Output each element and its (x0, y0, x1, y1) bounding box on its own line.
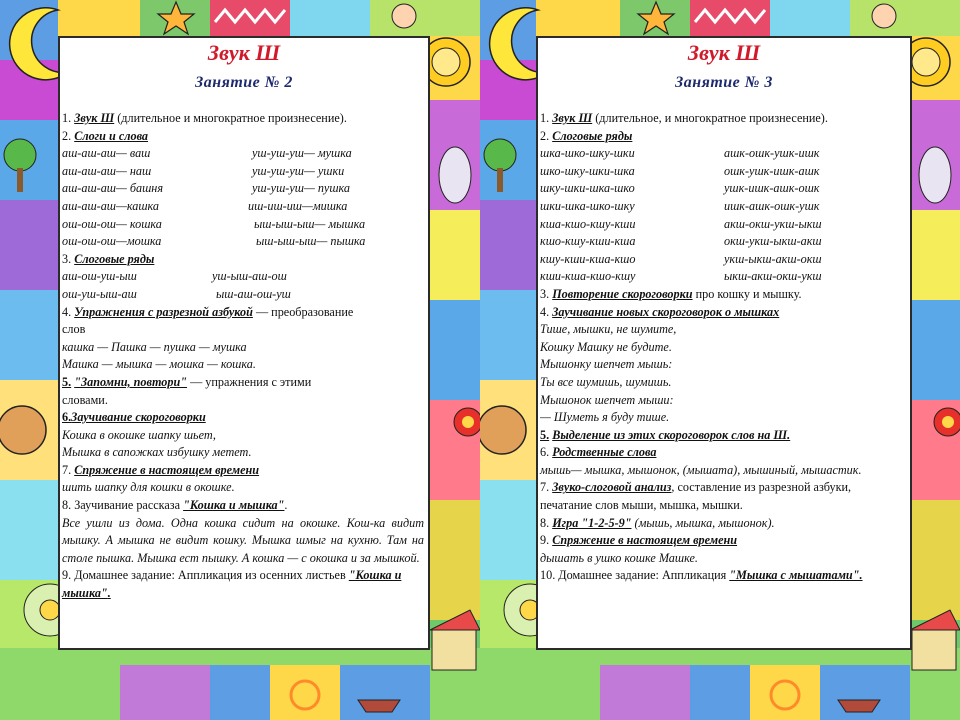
syllable-cell: ушк-ишк-ашк-ошк (724, 181, 820, 196)
syllable-cell: укш-ыкш-акш-окш (724, 251, 822, 266)
item-heading: Повторение скороговорки (552, 286, 693, 301)
item-5 (62, 374, 424, 392)
item-text: . (859, 568, 863, 583)
item-number: 7. (62, 462, 72, 477)
item-heading: Игра "1-2-5-9" (552, 515, 632, 530)
item-7-text: шить шапку для кошки в окошке. (62, 480, 235, 495)
word-row (62, 180, 424, 198)
item-heading: Родственные слова (552, 445, 657, 460)
item-heading: Упражнения с разрезной азбукой (74, 304, 253, 319)
verse-line: Ты все шумишь, шумишь. (540, 374, 672, 389)
item-text: (длительное, и многократное произнесение). (592, 111, 828, 125)
verse-line: — Шуметь я буду тише. (540, 410, 670, 425)
syllable-cell: ыш-аш-ош-уш (216, 286, 291, 301)
word-cell: иш-иш-иш—мишка (248, 198, 348, 213)
item-heading: "Кошка и мышка" (183, 498, 285, 513)
syllable-row (540, 198, 902, 216)
item-text: Домашнее задание: Аппликация (555, 568, 730, 583)
syllable-cell: уш-ыш-аш-ош (212, 269, 287, 284)
item-9 (540, 532, 902, 550)
word-cell: уш-уш-уш— пушка (252, 181, 351, 196)
item-text: (мышь, мышка, мышонок). (631, 515, 775, 530)
lesson-body (62, 110, 424, 603)
item-number: 4. (540, 304, 550, 319)
syllable-cell: ишк-ашк-ошк-ушк (724, 198, 820, 213)
item-2 (62, 128, 424, 146)
item-3 (62, 251, 424, 269)
item-number: 2. (540, 128, 550, 143)
item-text: Домашнее задание: Аппликация из осенних листьев (71, 568, 346, 583)
item-heading: Звук Ш (74, 111, 115, 125)
item-1 (62, 110, 424, 128)
verse-line: Тише, мышки, не шумите, (540, 322, 677, 337)
story-text: Все ушли из дома. Одна кошка сидит на окошке. Кош-ка видит мышку. А мышка не видит кошку. Мышка шмыг на кухню. Там на столе пышка. Мышка ест пышку. А кошка — с окошка и за мышкой. (62, 515, 424, 565)
item-9 (62, 567, 424, 602)
item-3 (540, 286, 902, 304)
item-5-continued: словами. (62, 392, 108, 407)
syllable-row (62, 268, 424, 286)
item-6 (540, 444, 902, 462)
syllable-cell: шки-шка-шко-шку (540, 198, 635, 213)
item-number: 3. (62, 251, 72, 266)
item-7 (540, 479, 902, 514)
syllable-row (540, 233, 902, 251)
syllable-row (540, 251, 902, 269)
page-title: Звук Ш (687, 40, 761, 65)
page-lesson-3 (480, 0, 960, 720)
item-number: 9. (62, 568, 72, 583)
word-cell: аш-аш-аш—кашка (62, 198, 160, 213)
word-cell: уш-уш-уш— ушки (252, 163, 345, 178)
item-heading: "Запомни, повтори" (74, 374, 188, 389)
page-title: Звук Ш (207, 40, 281, 65)
syllable-row (540, 163, 902, 181)
syllable-cell: ош-уш-ыш-аш (62, 286, 137, 301)
item-number: 9. (540, 533, 550, 548)
item-heading: "Мышка с мышатами" (729, 568, 860, 583)
item-8 (540, 515, 902, 533)
item-8 (62, 497, 424, 515)
item-heading: Заучивание скороговорки (71, 410, 206, 425)
syllable-row (540, 145, 902, 163)
item-4 (540, 304, 902, 322)
item-1 (540, 110, 902, 128)
word-cell: аш-аш-аш— башня (62, 181, 164, 196)
lesson-body (540, 110, 902, 585)
syllable-cell: шко-шку-шки-шка (540, 163, 635, 178)
word-chain: Машка — мышка — мошка — кошка. (62, 357, 256, 372)
item-heading: Слоговые ряды (74, 251, 155, 266)
item-number: 2. (62, 128, 72, 143)
item-number: 4. (62, 304, 72, 319)
item-6 (62, 409, 424, 427)
verse-line: Мышонок шепчет мыши: (540, 392, 674, 407)
item-text: . (284, 498, 288, 513)
word-row (62, 163, 424, 181)
word-cell: уш-уш-уш— мушка (252, 146, 352, 161)
tongue-twister-line: Мышка в сапожках избушку метет. (62, 445, 252, 460)
item-4 (62, 304, 424, 322)
item-4-continued: слов (62, 322, 86, 337)
item-number: 5. (540, 427, 550, 442)
item-number: 3. (540, 286, 550, 301)
item-number: 6. (62, 410, 72, 425)
item-heading: Звуко-слоговой анализ (552, 480, 672, 495)
item-text: (длительное и многократное произнесение). (114, 111, 347, 125)
item-number: 7. (540, 480, 550, 495)
syllable-row (540, 180, 902, 198)
syllable-cell: ыкш-акш-окш-укш (724, 269, 822, 284)
item-text: про кошку и мышку. (692, 286, 802, 301)
lesson-number: Занятие № 2 (195, 74, 293, 91)
item-10 (540, 567, 902, 585)
word-row (62, 145, 424, 163)
syllable-cell: кшу-кши-кша-кшо (540, 251, 636, 266)
item-text: , составление из разрезной азбуки, печатание слов мыши, мышка, мышки. (540, 480, 852, 513)
item-heading: Спряжение в настоящем времени (552, 533, 738, 548)
tongue-twister-line: Кошка в окошке шапку шьет, (62, 427, 216, 442)
item-number: 8. (540, 515, 550, 530)
item-text: Заучивание рассказа (71, 498, 184, 513)
word-row (62, 233, 424, 251)
syllable-row (540, 216, 902, 234)
word-row (62, 198, 424, 216)
lesson-sheet (536, 36, 912, 650)
item-number: 6. (540, 445, 550, 460)
item-number: 1. (62, 111, 72, 125)
word-chain: кашка — Пашка — пушка — мушка (62, 339, 247, 354)
syllable-cell: кши-кша-кшо-кшу (540, 269, 636, 284)
syllable-cell: акш-окш-укш-ыкш (724, 216, 822, 231)
syllable-cell: ашк-ошк-ушк-ишк (724, 146, 820, 161)
lesson-number: Занятие № 3 (675, 74, 773, 91)
item-6-text: мышь— мышка, мышонок, (мышата), мышиный, мышастик. (540, 462, 862, 477)
syllable-cell: шка-шко-шку-шки (540, 146, 635, 161)
item-text: — упражнения с этими (187, 374, 312, 389)
item-number: 5. (62, 374, 72, 389)
word-cell: ош-ош-ош—мошка (62, 234, 162, 249)
item-5 (540, 427, 902, 445)
item-2 (540, 128, 902, 146)
syllable-cell: кшо-кшу-кши-кша (540, 234, 636, 249)
item-text: — преобразование (252, 304, 354, 319)
item-heading: Заучивание новых скороговорок о мышках (552, 304, 780, 319)
syllable-row (540, 268, 902, 286)
item-heading: Слоги и слова (74, 128, 149, 143)
syllable-row (62, 286, 424, 304)
word-cell: ыш-ыш-ыш— пышка (256, 234, 366, 249)
word-row (62, 216, 424, 234)
word-cell: аш-аш-аш— ваш (62, 146, 151, 161)
lesson-sheet (58, 36, 430, 650)
item-number: 10. (540, 568, 556, 583)
syllable-cell: кша-кшо-кшу-кши (540, 216, 636, 231)
item-heading: "Кошка и мышка" (62, 568, 402, 601)
syllable-cell: окш-укш-ыкш-акш (724, 234, 822, 249)
word-cell: ыш-ыш-ыш— мышка (254, 216, 366, 231)
word-cell: аш-аш-аш— наш (62, 163, 152, 178)
item-number: 8. (62, 498, 72, 513)
item-7 (62, 462, 424, 480)
item-heading: Звук Ш (552, 111, 593, 125)
verse-line: Мышонку шепчет мышь: (540, 357, 673, 372)
item-9-text: дышать в ушко кошке Машке. (540, 550, 698, 565)
verse-line: Кошку Машку не будите. (540, 339, 672, 354)
word-cell: ош-ош-ош— кошка (62, 216, 162, 231)
syllable-cell: аш-ош-уш-ыш (62, 269, 137, 284)
item-text: . (107, 586, 111, 601)
item-number: 1. (540, 111, 550, 125)
syllable-cell: ошк-ушк-ишк-ашк (724, 163, 820, 178)
syllable-cell: шку-шки-шка-шко (540, 181, 635, 196)
item-heading: Слоговые ряды (552, 128, 633, 143)
item-heading: Выделение из этих скороговорок слов на Ш. (552, 427, 791, 442)
item-heading: Спряжение в настоящем времени (74, 462, 260, 477)
